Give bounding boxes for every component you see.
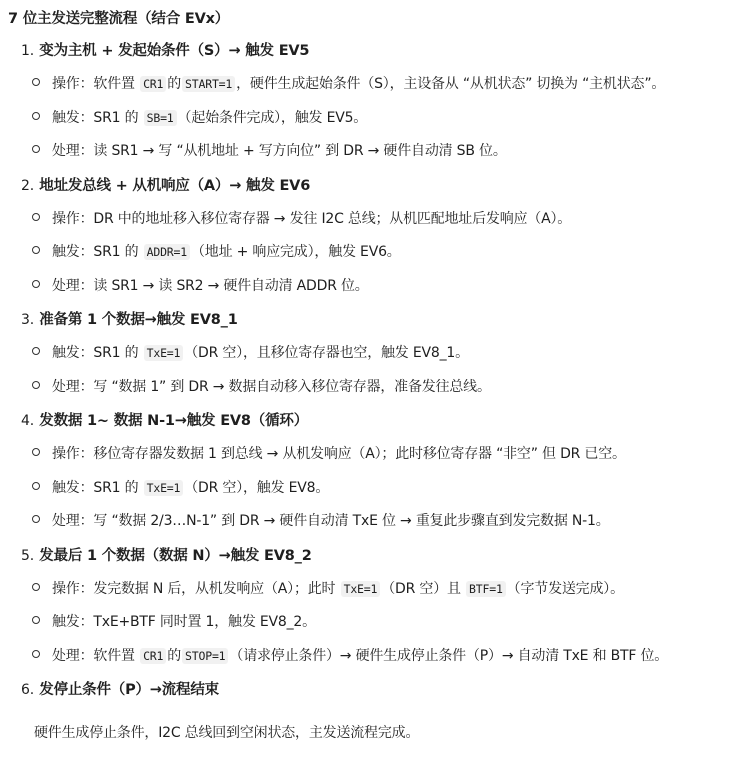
section-heading xyxy=(8,174,749,198)
text-segment: （DR 空），触发 EV8。 xyxy=(184,479,330,496)
text-segment: （地址 + 响应完成），触发 EV6。 xyxy=(190,244,401,260)
section-heading xyxy=(8,39,749,63)
text-segment: 触发：SR1 的 xyxy=(52,244,143,260)
section-list xyxy=(8,39,749,702)
text-segment: （DR 空）且 xyxy=(381,580,466,597)
list-item-text xyxy=(52,611,316,631)
circle-bullet-icon xyxy=(32,145,40,153)
circle-bullet-icon xyxy=(32,347,40,355)
circle-bullet-icon xyxy=(32,246,40,254)
list-item-text xyxy=(52,208,571,228)
text-segment: 操作：发完数据 N 后，从机发响应（A）；此时 xyxy=(52,580,340,597)
list-item xyxy=(8,140,749,164)
text-segment: 的 xyxy=(167,647,182,664)
text-segment: 操作：移位寄存器发数据 1 到总线 → 从机发响应（A）；此时移位寄存器 “非空” 但 DR 已空。 xyxy=(52,446,626,462)
text-segment: 操作：DR 中的地址移入移位寄存器 → 发往 I2C 总线；从机匹配地址后发响应（A）。 xyxy=(52,210,572,227)
list-item xyxy=(8,611,749,635)
text-segment: 处理：软件置 xyxy=(52,647,140,664)
text-segment: （DR 空），且移位寄存器也空，触发 EV8_1。 xyxy=(184,345,469,361)
text-segment: 处理：写 “数据 2/3…N-1” 到 DR → 硬件自动清 TxE 位 → 重复此步骤直到发完数据 N-1。 xyxy=(52,513,610,529)
text-segment: 处理：读 SR1 → 写 “从机地址 + 写方向位” 到 DR → 硬件自动清 SB 位。 xyxy=(52,143,507,159)
circle-bullet-icon xyxy=(32,448,40,456)
section-title: 发最后 1 个数据（数据 N）→触发 EV8_2 xyxy=(39,547,312,564)
list-item-text xyxy=(52,342,469,362)
text-segment: （请求停止条件）→ 硬件生成停止条件（P）→ 自动清 TxE 和 BTF 位。 xyxy=(229,647,669,664)
text-segment: 触发：SR1 的 xyxy=(52,109,143,126)
section xyxy=(8,544,749,669)
section-number: 5. xyxy=(21,547,34,564)
inline-code: CR1 xyxy=(140,76,166,92)
section xyxy=(8,308,749,400)
circle-bullet-icon xyxy=(32,515,40,523)
circle-bullet-icon xyxy=(32,78,40,86)
text-segment: 触发：TxE+BTF 同时置 1，触发 EV8_2。 xyxy=(52,614,316,630)
section xyxy=(8,409,749,534)
text-segment: （起始条件完成），触发 EV5。 xyxy=(177,109,368,126)
text-segment: 处理：读 SR1 → 读 SR2 → 硬件自动清 ADDR 位。 xyxy=(52,277,369,294)
section xyxy=(8,678,749,702)
list-item xyxy=(8,342,749,366)
list-item-text xyxy=(52,578,624,598)
list-item-text xyxy=(52,107,367,127)
section xyxy=(8,39,749,164)
circle-bullet-icon xyxy=(32,616,40,624)
section-heading xyxy=(8,678,749,702)
section-number: 2. xyxy=(21,177,34,194)
list-item-text xyxy=(52,275,369,295)
inline-code: BTF=1 xyxy=(466,581,506,597)
inline-code: TxE=1 xyxy=(144,345,184,361)
list-item xyxy=(8,73,749,97)
inline-code: STOP=1 xyxy=(182,648,228,664)
list-item xyxy=(8,510,749,534)
inline-code: TxE=1 xyxy=(144,480,184,496)
list-item-text xyxy=(52,645,668,665)
list-item-text xyxy=(52,140,507,160)
text-segment: ，硬件生成起始条件（S），主设备从 “从机状态” 切换为 “主机状态”。 xyxy=(236,76,666,92)
section-heading xyxy=(8,308,749,332)
section-title: 发停止条件（P）→流程结束 xyxy=(39,682,219,698)
list-item xyxy=(8,275,749,299)
circle-bullet-icon xyxy=(32,112,40,120)
section-number: 1. xyxy=(21,43,34,59)
section-title: 地址发总线 + 从机响应（A）→ 触发 EV6 xyxy=(39,177,311,194)
section-number: 6. xyxy=(21,682,34,698)
circle-bullet-icon xyxy=(32,213,40,221)
list-item xyxy=(8,241,749,265)
inline-code: START=1 xyxy=(182,76,235,92)
list-item-text xyxy=(52,443,626,463)
list-item-text xyxy=(52,241,401,261)
list-item-text xyxy=(52,73,665,93)
list-item-text xyxy=(52,477,329,497)
list-item-text xyxy=(52,376,491,396)
section-heading xyxy=(8,544,749,568)
inline-code: TxE=1 xyxy=(341,581,381,597)
inline-code: ADDR=1 xyxy=(144,244,190,260)
list-item xyxy=(8,645,749,669)
text-segment: 触发：SR1 的 xyxy=(52,479,143,496)
text-segment: 触发：SR1 的 xyxy=(52,345,143,361)
section-heading xyxy=(8,409,749,433)
inline-code: SB=1 xyxy=(144,110,177,126)
circle-bullet-icon xyxy=(32,381,40,389)
text-segment: 的 xyxy=(167,76,182,92)
list-item xyxy=(8,208,749,232)
section-title: 发数据 1~ 数据 N-1→触发 EV8（循环） xyxy=(39,413,309,429)
document-title: 7 位主发送完整流程（结合 EVx） xyxy=(8,11,230,27)
circle-bullet-icon xyxy=(32,482,40,490)
text-segment: （字节发送完成）。 xyxy=(506,580,624,597)
inline-code: CR1 xyxy=(140,648,166,664)
list-item-text xyxy=(52,510,610,530)
list-item xyxy=(8,443,749,467)
text-segment: 处理：写 “数据 1” 到 DR → 数据自动移入移位寄存器，准备发往总线。 xyxy=(52,378,491,395)
circle-bullet-icon xyxy=(32,650,40,658)
closing-paragraph: 硬件生成停止条件，I2C 总线回到空闲状态，主发送流程完成。 xyxy=(34,725,420,741)
list-item xyxy=(8,578,749,602)
list-item xyxy=(8,107,749,131)
section-number: 3. xyxy=(21,312,34,328)
list-item xyxy=(8,376,749,400)
circle-bullet-icon xyxy=(32,280,40,288)
section-title: 准备第 1 个数据→触发 EV8_1 xyxy=(39,312,238,328)
text-segment: 操作：软件置 xyxy=(52,76,140,92)
circle-bullet-icon xyxy=(32,583,40,591)
section xyxy=(8,174,749,299)
section-title: 变为主机 + 发起始条件（S）→ 触发 EV5 xyxy=(39,43,310,59)
section-number: 4. xyxy=(21,413,34,429)
list-item xyxy=(8,477,749,501)
